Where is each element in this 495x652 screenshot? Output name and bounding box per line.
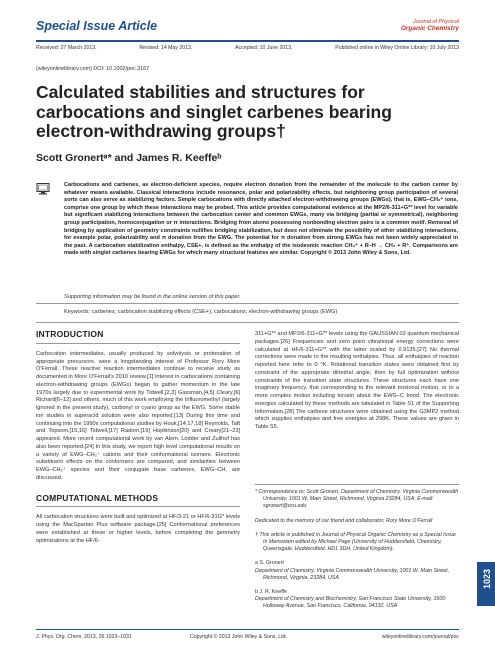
- footer-copyright: Copyright © 2013 John Wiley & Sons, Ltd.: [190, 634, 287, 640]
- journal-logo-line1: Journal of Physical: [412, 19, 459, 25]
- supporting-info-note: Supporting information may be found in the online version of this paper.: [64, 294, 241, 300]
- abstract: Carbocations and carbenes, as electron-deficient species, require electron donation from the remainder of the molecule to the carbon center by whatever means available. Classical interactions include resonance, polar and polarizability effects, but neighboring group participation of several sorts can also serve as stabilizing factors. Simple carbocations with directly attached electron-withdrawing groups (EWGs), that is, EWG–CH₂⁺ ions, comprise one group by which these interactions may be probed. This article provides computational evidence at the MP2/6-311+G** level for variable but significant stabilizing interactions between the carbocation center and common EWGs, many via bridging (partial or symmetrical), neighboring group participation, homoconjugation or π interactions. Bridging from atoms possessing nonbonding electron pairs is a common motif. Removal of bridging by application of geometry constraints nullifies bridging stabilization, but does not eliminate the possibility of other stabilizing interactions, for example polar, polarizability and π donation from the EWG. The potential for π donation from strong EWGs has not been widely appreciated in the past. A carbocation stabilization enthalpy, CSE+, is defined as the enthalpy of the isodesmic reaction CH₃⁺ + R–H → CH₄ + R⁺. Comparisons are made with singlet carbenes bearing EWGs for which many structural features are similar. Copyright © 2013 John Wiley & Sons, Ltd.: [64, 182, 458, 257]
- computer-monitor-icon: [36, 183, 50, 195]
- methods-continued-text: 311+G** and MP2/6-311+G** levels using the GAUSSIAN 03 quantum mechanical packages.[26] Frequencies and zero point vibrational energy corrections were calculated at HF/6-311+G** with the latter scaled by 0.9135.[27] No thermal corrections were made to the resulting enthalpies. Thus, all enthalpies of reaction reported here refer to 0 °K. Rotational transition states were obtained first by constraint of the appropriate dihedral angle, then by full optimization without constraints of the transition state structures. These structures each have one imaginary frequency, that corresponding to the relevant torsional motion, or to a more complex motion including torsion about the EWG–C bond. The electronic energies calculated by these methods are tabulated in Table S1 of the Supporting Information.[28] The carbene structures were obtained using the G3MP2 method which supplies enthalpies and free energies at 298K. These values are given in Table S5.: [255, 331, 459, 430]
- affiliation-a-label: a S. Gronert: [255, 560, 284, 567]
- introduction-text: Carbocation intermediates, usually produced by solvolysis or protonation of appropriate precursors, were a longstanding interest of Professor Rory More O'Ferrall. These reactive reaction intermediates continue to receive study as documented in More O'Ferrall's 2010 review.[1] Interest in carbocations containing electron-withdrawing groups (EWGs) began to gather momentum in the late 1970s largely due to experimental work by Tidwell,[2,3] Gassman,[4,5] Cleary,[6] Richard[6–12] and others, much of this work employing the trifluoromethyl (largely ignored in the present study), carbonyl or cyano group as the EWG. Some stable ion studies in superacid solution were also reported.[13] During this time and continuing into the 1990s computational studies by Houk,[14,17,18] Reynolds, Taft and Topsom,[15,16] Tidwell,[17] Radom,[19] Hopkinson[20] and Creary[21–23] appeared. More recent computational work by van Alem, Lodder and Zuilhof has also been reported.[24] In this study, we report high level computational results on a variety of EWG–CH₂⁺ cations and their conformational isomers. Electronic substituent effects on the conformers are compared, and similarities between EWG–CH₂⁺ species and their conjugate base carbenes, EWG–CH, are discussed.: [36, 350, 240, 481]
- right-column: [255, 331, 459, 432]
- published-date: Published online in Wiley Online Library: 10 July 2013: [335, 45, 459, 51]
- keywords-top-rule: [36, 303, 459, 304]
- introduction-heading: INTRODUCTION: [36, 329, 104, 339]
- methods-rule: [36, 506, 240, 507]
- received-date: Received: 27 March 2013,: [36, 45, 97, 51]
- special-issue-note: † This article is published in Journal of Physical Organic Chemistry as a Special Issue In Memoriam edited by Michael Page (University of Huddersfield, Chemistry, Queensgate, Huddersfield, HD1 3DH, United Kingdom).: [255, 531, 456, 553]
- article-type-label: Special Issue Article: [36, 19, 158, 33]
- article-title: Calculated stabilities and structures for carbocations and singlet carbenes bearing electron-withdrawing groups†: [36, 82, 392, 141]
- affiliation-b: Department of Chemistry and Biochemistry, San Francisco State University, 1600 Holloway Avenue, San Francisco, California, 94132, USA: [255, 596, 446, 610]
- keywords-line: Keywords: carbenes; carbocation stabilizing effects (CSE+); carbocations; electron-withdrawing groups (EWG): [64, 309, 338, 315]
- left-column: [36, 331, 240, 545]
- introduction-rule: [36, 343, 240, 344]
- methods-text: All carbocation structures were built and optimized at HF/3-21 or HF/6-31G* levels using the MacSpartan Plus software package.[25] Conformational preferences were established at these or higher levels, before completing the geometry optimizations at the HF/6-: [36, 514, 240, 544]
- notes-rule: [255, 484, 459, 485]
- article-authors: Scott Gronertᵃ* and James R. Keeffeᵇ: [36, 152, 222, 164]
- journal-logo-line2: Organic Chemistry: [400, 24, 459, 32]
- footnotes: [255, 489, 459, 618]
- header-rule: [36, 40, 459, 42]
- footer-citation: J. Phys. Org. Chem. 2013, 26 1023–1031: [36, 634, 132, 640]
- correspondence-note: * Correspondence to: Scott Gronert, Department of Chemistry, Virginia Commonwealth University, 1001 W. Main Street, Richmond, Virginia 23284, USA. E-mail: sgronert@vcu.edu: [255, 489, 459, 510]
- affiliation-a: Department of Chemistry, Virginia Commonwealth University, 1001 W. Main Street, Richmond, Virginia, 23284, USA: [255, 567, 450, 581]
- affiliation-b-label: b J. R. Keeffe: [255, 589, 287, 596]
- dedication-note: Dedicated to the memory of our friend and collaborator, Rory More O'Ferrall: [255, 517, 433, 524]
- article-dates: [36, 45, 459, 51]
- doi-line[interactable]: (wileyonlinelibrary.com) DOI: 10.1002/poc.3167: [36, 66, 150, 72]
- journal-logo: [401, 19, 459, 32]
- accepted-date: Accepted: 10 June 2013,: [235, 45, 293, 51]
- page-number: 1023: [482, 569, 492, 590]
- footer-rule: [36, 629, 459, 630]
- keywords-bottom-rule: [36, 322, 459, 323]
- footer-journal-link[interactable]: wileyonlinelibrary.com/journal/poc: [381, 634, 459, 640]
- revised-date: Revised: 14 May 2013,: [139, 45, 193, 51]
- methods-heading: COMPUTATIONAL METHODS: [36, 492, 159, 503]
